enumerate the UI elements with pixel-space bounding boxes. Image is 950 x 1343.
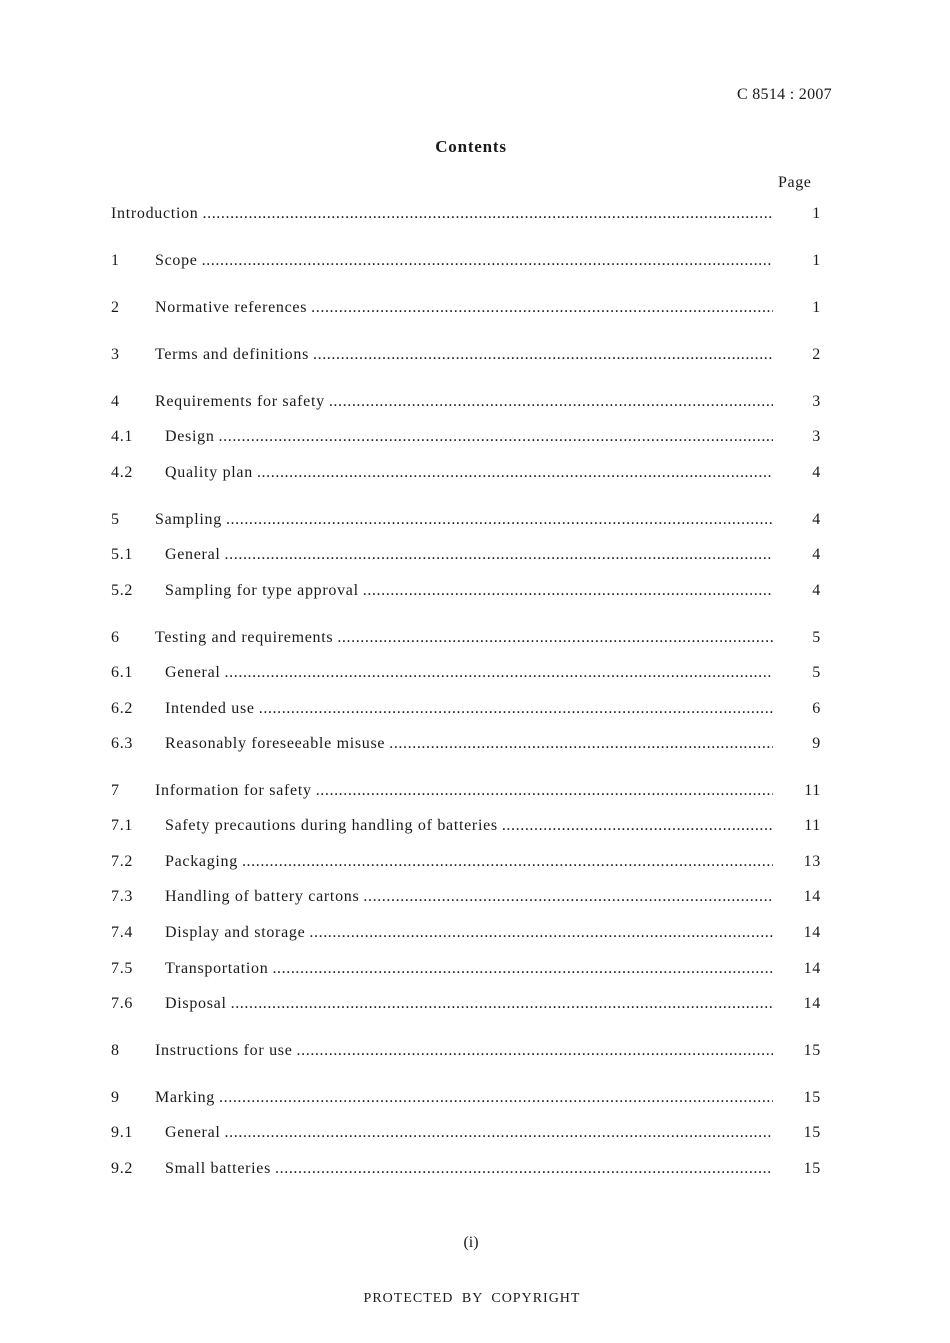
toc-entry-page: 15 [803,1160,821,1177]
toc-entry[interactable] [111,508,821,532]
toc-entry[interactable] [111,921,821,945]
toc-entry-title: General [165,1124,221,1141]
toc-entry-number: 5.1 [111,546,134,563]
toc-entry-page: 14 [803,995,821,1012]
toc-entry[interactable] [111,661,821,685]
dot-leader [231,992,773,1016]
dot-leader [337,626,773,650]
toc-entry[interactable] [111,779,821,803]
dot-leader [311,296,773,320]
toc-entry[interactable] [111,814,821,838]
toc-entry-page: 4 [812,464,821,481]
toc-entry-page: 11 [804,782,821,799]
toc-entry[interactable] [111,1039,821,1063]
toc-entry-page: 6 [812,700,821,717]
toc-entry-title: Disposal [165,995,227,1012]
toc-entry-number: 4 [111,393,120,410]
toc-entry-number: 8 [111,1042,120,1059]
dot-leader [242,850,773,874]
toc-entry-number: 7.3 [111,888,134,905]
standard-code: C 8514 : 2007 [736,86,832,103]
toc-entry-page: 5 [812,664,821,681]
toc-entry-page: 1 [812,205,821,222]
toc-entry-number: 7.2 [111,853,134,870]
toc-entry-title: Introduction [111,205,199,222]
toc-entry-title: General [165,664,221,681]
toc-entry[interactable] [111,626,821,650]
toc-entry-number: 7.6 [111,995,134,1012]
toc-entry-title: Handling of battery cartons [165,888,360,905]
toc-entry-page: 4 [812,582,821,599]
toc-entry-number: 7.4 [111,924,134,941]
toc-entry[interactable] [111,732,821,756]
copyright-notice: PROTECTED BY COPYRIGHT [363,1291,581,1306]
dot-leader [225,1121,773,1145]
page-title: Contents [435,137,507,156]
toc-entry-page: 15 [803,1124,821,1141]
toc-entry-title: Intended use [165,700,255,717]
toc-entry[interactable] [111,885,821,909]
page-column-header: Page [778,174,812,191]
dot-leader [259,697,773,721]
toc-entry[interactable] [111,249,821,273]
toc-entry-title: Instructions for use [155,1042,293,1059]
toc-entry-title: Information for safety [155,782,312,799]
toc-entry-number: 1 [111,252,120,269]
dot-leader [275,1157,773,1181]
toc-entry-page: 2 [812,346,821,363]
toc-entry-page: 1 [812,252,821,269]
toc-entry-number: 7.1 [111,817,134,834]
toc-entry-title: Requirements for safety [155,393,325,410]
toc-entry-page: 5 [812,629,821,646]
toc-entry-page: 9 [812,735,821,752]
toc-entry-page: 15 [803,1089,821,1106]
dot-leader [309,921,773,945]
dot-leader [502,814,773,838]
toc-entry[interactable] [111,543,821,567]
toc-entry-page: 4 [812,546,821,563]
toc-entry-title: Terms and definitions [155,346,309,363]
toc-entry-number: 2 [111,299,120,316]
toc-entry-page: 1 [812,299,821,316]
toc-entry-title: Transportation [165,960,269,977]
dot-leader [202,249,773,273]
toc-entry-number: 9.1 [111,1124,134,1141]
toc-entry-title: Normative references [155,299,308,316]
toc-entry[interactable] [111,296,821,320]
toc-entry-title: Packaging [165,853,238,870]
dot-leader [225,543,773,567]
dot-leader [225,661,773,685]
dot-leader [272,957,773,981]
toc-entry-title: Marking [155,1089,216,1106]
toc-entry[interactable] [111,202,821,226]
dot-leader [313,343,773,367]
toc-entry[interactable] [111,425,821,449]
toc-entry-number: 7 [111,782,120,799]
toc-entry-title: General [165,546,221,563]
toc-entry-title: Sampling for type approval [165,582,359,599]
toc-entry-number: 6.2 [111,700,134,717]
toc-entry[interactable] [111,957,821,981]
toc-entry-number: 4.2 [111,464,134,481]
toc-entry-title: Testing and requirements [155,629,334,646]
dot-leader [219,425,773,449]
toc-entry-title: Display and storage [165,924,306,941]
toc-entry-page: 14 [803,888,821,905]
toc-entry-page: 15 [803,1042,821,1059]
toc-entry[interactable] [111,1157,821,1181]
toc-entry-number: 3 [111,346,120,363]
toc-entry-number: 6.1 [111,664,134,681]
dot-leader [316,779,773,803]
dot-leader [226,508,773,532]
toc-entry-title: Small batteries [165,1160,272,1177]
toc-entry-number: 9.2 [111,1160,134,1177]
dot-leader [363,885,773,909]
dot-leader [219,1086,773,1110]
toc-entry-title: Safety precautions during handling of batteries [165,817,498,834]
toc-entry[interactable] [111,1086,821,1110]
toc-entry[interactable] [111,850,821,874]
dot-leader [389,732,773,756]
toc-entry-page: 3 [812,428,821,445]
dot-leader [203,202,774,226]
dot-leader [329,390,773,414]
toc-entry-page: 14 [803,924,821,941]
toc-entry-page: 11 [804,817,821,834]
toc-entry-page: 3 [812,393,821,410]
footer-page-number: (i) [463,1234,479,1251]
toc-entry-number: 6 [111,629,120,646]
toc-entry[interactable] [111,579,821,603]
toc-entry[interactable] [111,1121,821,1145]
toc-entry-title: Design [165,428,215,445]
toc-entry-number: 5 [111,511,120,528]
toc-entry-title: Sampling [155,511,222,528]
dot-leader [257,461,773,485]
toc-entry-number: 4.1 [111,428,134,445]
toc-entry[interactable] [111,343,821,367]
toc-entry-page: 13 [803,853,821,870]
dot-leader [363,579,773,603]
toc-entry[interactable] [111,697,821,721]
toc-entry-number: 9 [111,1089,120,1106]
toc-entry-title: Scope [155,252,198,269]
toc-entry-number: 7.5 [111,960,134,977]
toc-entry[interactable] [111,992,821,1016]
toc-entry-page: 14 [803,960,821,977]
toc-entry-page: 4 [812,511,821,528]
toc-entry-number: 6.3 [111,735,134,752]
toc-entry[interactable] [111,390,821,414]
toc-entry-title: Quality plan [165,464,253,481]
toc-entry-title: Reasonably foreseeable misuse [165,735,386,752]
dot-leader [297,1039,773,1063]
toc-entry[interactable] [111,461,821,485]
toc-entry-number: 5.2 [111,582,134,599]
